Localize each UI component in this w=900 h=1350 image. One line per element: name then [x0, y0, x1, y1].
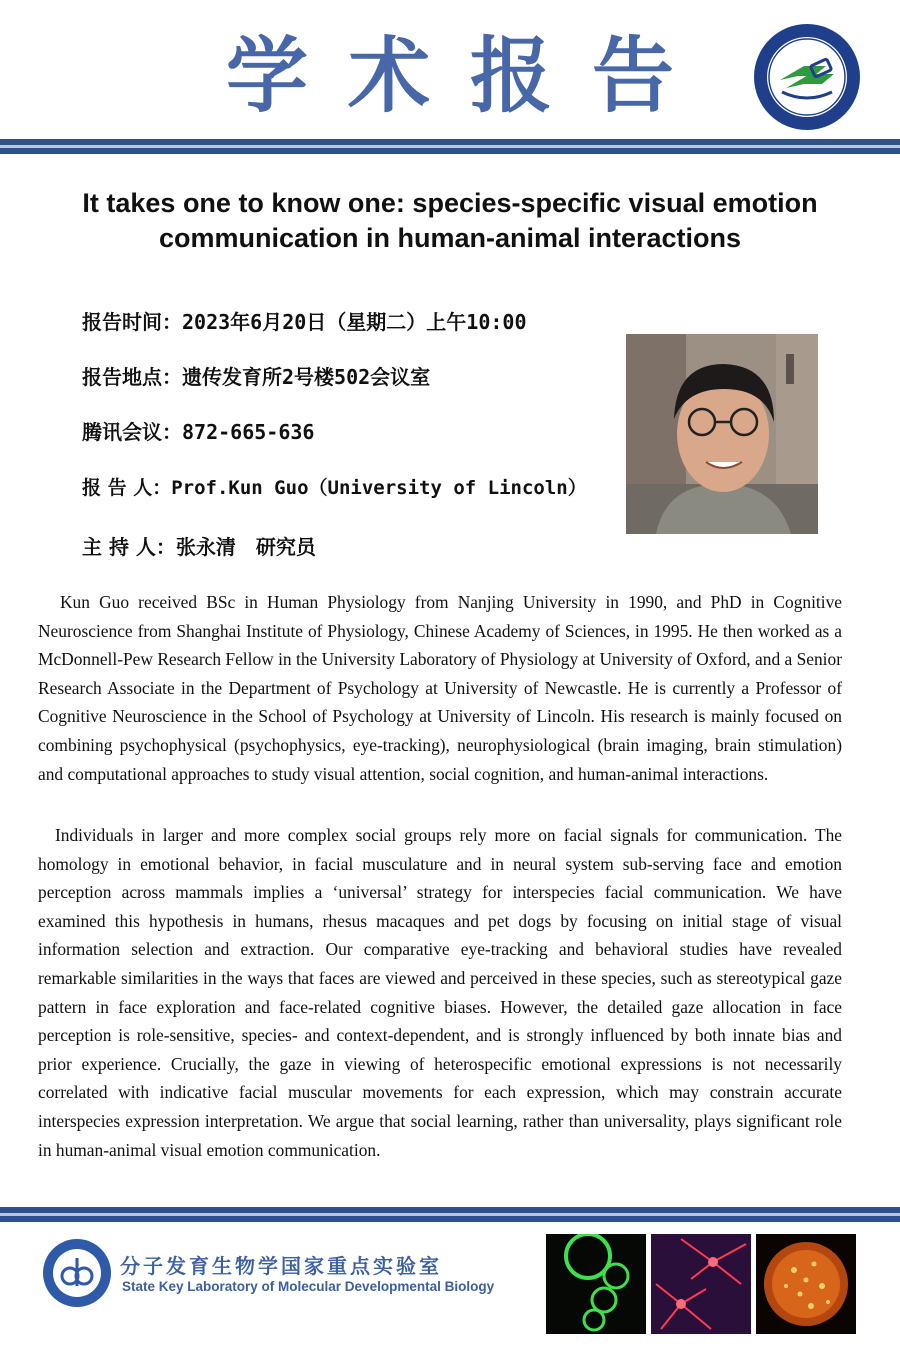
venue-label: 报告地点：: [82, 365, 182, 389]
talk-title: It takes one to know one: species-specific visual emotion communication in human-animal interactions: [82, 188, 818, 253]
footer-band-thin: [0, 1216, 900, 1222]
tencent-label: 腾讯会议：: [82, 420, 182, 444]
info-tencent: [82, 416, 314, 445]
microscopy-image-orange: [756, 1234, 856, 1334]
lab-name-cn: 分子发育生物学国家重点实验室: [120, 1254, 442, 1278]
host-label: 主 持 人：: [82, 535, 176, 559]
lab-name-en: State Key Laboratory of Molecular Developmental Biology: [122, 1279, 495, 1294]
info-host: [82, 531, 316, 560]
institute-logo: [752, 22, 862, 132]
host-value: 张永清 研究员: [175, 535, 316, 559]
bio-paragraph-1: Kun Guo received BSc in Human Physiology from Nanjing University in 1990, and PhD in Cognitive Neuroscience from Shanghai Institute of Physiology, Chinese Academy of Sciences, in 1995. He then worked as a McDonnell-Pew Research Fellow in the University Laboratory of Physiology at University of Oxford, and a Senior Research Associate in the Department of Psychology at University of Newcastle. He is currently a Professor of Cognitive Neuroscience in the School of Psychology at University of Lincoln. His research is mainly focused on combining psychophysical (psychophysics, eye-tracking), neurophysiological (brain imaging, brain stimulation) and computational approaches to study visual attention, social cognition, and human-animal interactions.: [38, 592, 842, 784]
time-label: 报告时间：: [82, 310, 182, 334]
speaker-photo: [626, 334, 818, 534]
info-speaker: [82, 473, 587, 500]
microscopy-image-green: [546, 1234, 646, 1334]
info-venue: [82, 361, 430, 390]
abstract-paragraph: Individuals in larger and more complex social groups rely more on facial signals for communication. The homology in emotional behavior, in facial musculature and in neural system sub-serving face and emotion perception across mammals implies a ‘universal’ strategy for interspecies facial communication. We have examined this hypothesis in humans, rhesus macaques and pet dogs by focusing on initial stage of visual information selection and extraction. Our comparative eye-tracking and behavioral studies have revealed remarkable similarities in the ways that faces are viewed and perceived in these species, such as stereotypical gaze pattern in face exploration and face-related cognitive biases. However, the detailed gaze allocation in face perception is role-sensitive, species- and context-dependent, and is strongly influenced by both innate bias and prior experience. Crucially, the gaze in viewing of heterospecific emotional expressions is not necessarily correlated with indicative facial muscular movements for each expression, which may constrain accurate interspecies expression interpretation. We argue that social learning, rather than universality, plays significant role in human-animal visual emotion communication.: [38, 825, 842, 1160]
info-time: [82, 306, 527, 335]
tencent-value: 872-665-636: [182, 420, 315, 444]
page-title: 学术报告: [225, 29, 714, 124]
time-value: 2023年6月20日（星期二）上午10:00: [182, 310, 527, 334]
speaker-value: Prof.Kun Guo（University of Lincoln）: [171, 477, 587, 499]
venue-value: 遗传发育所2号楼502会议室: [182, 365, 431, 389]
header-band-thick: [0, 148, 900, 154]
lab-logo: [42, 1238, 112, 1308]
microscopy-image-red: [651, 1234, 751, 1334]
speaker-label: 报 告 人：: [82, 477, 172, 499]
